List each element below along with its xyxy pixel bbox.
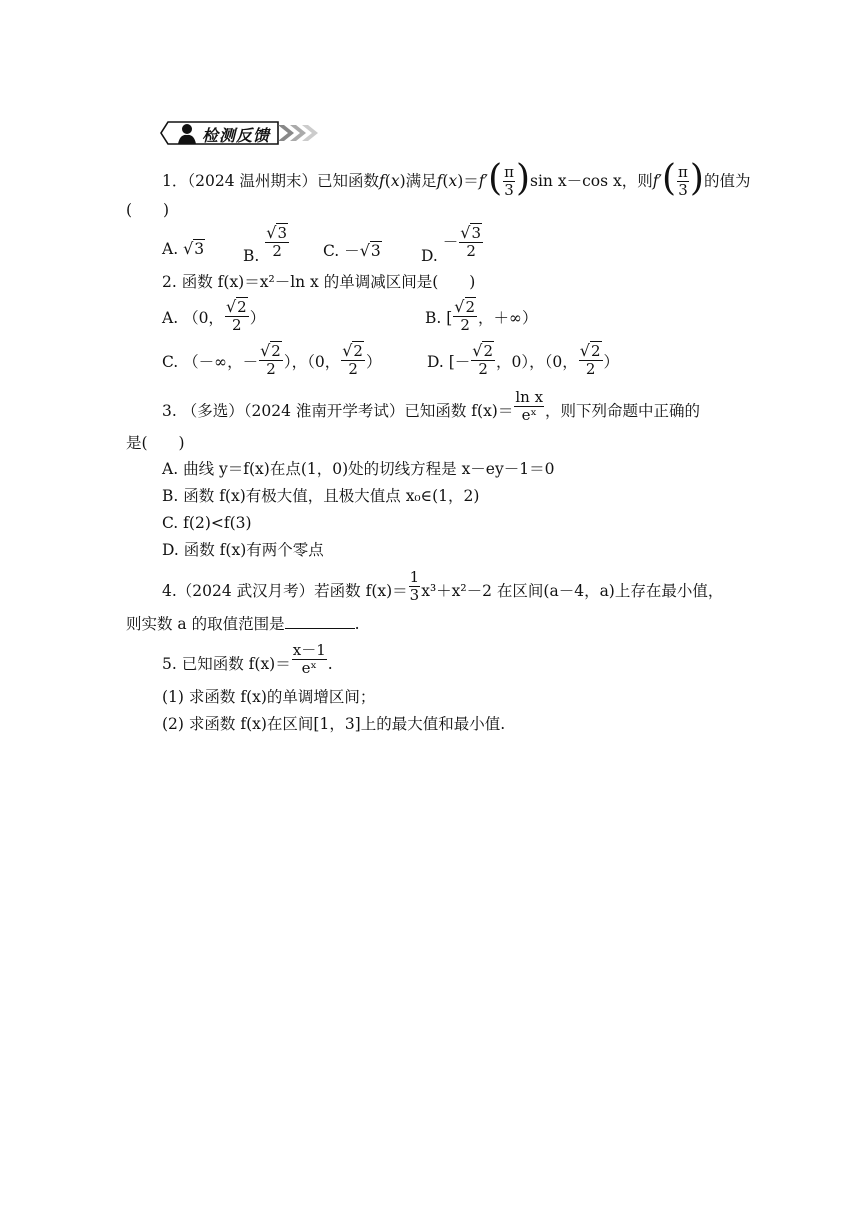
option-3c: C. f(2)<f(3) [162, 514, 252, 532]
option-2c: C. （－∞，－ $\frac{√2}{2}$ ），（0， $\frac{√2}{2}$ ） [162, 341, 382, 378]
fraction: $\frac{√2}{2}$ [342, 341, 363, 378]
fraction: $\frac{√2}{2}$ [472, 341, 494, 378]
option-1d: D. － $\frac{√3}{2}$ [421, 223, 482, 265]
fraction: $\frac{√2}{2}$ [225, 297, 247, 334]
question-1-paren: ( ) [126, 201, 170, 219]
question-4-stem-cont: 则实数 a 的取值范围是 . [126, 615, 360, 633]
question-2-stem: 2. 函数 f(x)＝x²－ln x 的单调减区间是( ) [162, 273, 476, 291]
fraction: $\frac{√3}{2}$ [460, 223, 482, 260]
fraction: $\frac{\pi}{3}$ [504, 162, 514, 199]
question-4-stem: 4.（2024 武汉月考）若函数 f(x)＝ $\frac{1}{3}$ x³＋x²－2 在区间(a－4，a)上存在最小值， [162, 568, 724, 604]
option-3a: A. 曲线 y＝f(x)在点(1，0)处的切线方程是 x－ey－1＝0 [162, 460, 555, 478]
fraction: $\frac{1}{3}$ [409, 568, 420, 604]
question-5-part-1: (1) 求函数 f(x)的单调增区间； [162, 688, 376, 706]
option-2b: B. [ $\frac{√2}{2}$ ，＋∞） [425, 297, 538, 334]
question-number: 2. [162, 273, 177, 291]
question-number: 4. [162, 581, 177, 600]
question-5-stem: 5. 已知函数 f(x)＝ $\frac{x-1}{\text{eˣ}}$ . [162, 641, 333, 677]
sqrt: √3 [359, 241, 381, 260]
question-source: （2024 温州期末） [187, 172, 317, 190]
question-number: 1． [162, 172, 188, 190]
fraction: $\frac{√2}{2}$ [454, 297, 476, 334]
fraction: $\frac{√3}{2}$ [266, 223, 288, 260]
fraction: $\frac{x-1}{\text{eˣ}}$ [292, 641, 326, 677]
section-header [160, 120, 320, 146]
question-1-stem: 1．（2024 温州期末）已知函数f(x)满足f(x)＝f′( $\frac{\pi}{3}$ )sin x－cos x，则f′( $\frac{\pi}{3}$ )的值为 [162, 158, 751, 199]
fraction: $\frac{\pi}{3}$ [678, 162, 688, 199]
option-1a: A. √3 [162, 239, 205, 258]
question-number: 5. [162, 654, 177, 673]
fraction: $\frac{√2}{2}$ [260, 341, 281, 378]
sqrt: √3 [183, 239, 205, 258]
section-title: 检测反馈 [202, 126, 271, 145]
question-source: （多选）（2024 淮南开学考试） [181, 401, 405, 420]
fraction: $\frac{\text{ln x}}{\text{eˣ}}$ [515, 388, 544, 424]
option-1b: B. $\frac{√3}{2}$ [243, 223, 288, 265]
question-number: 3. [162, 401, 177, 420]
answer-blank[interactable] [285, 614, 355, 629]
question-3-stem: 3. （多选）（2024 淮南开学考试）已知函数 f(x)＝ $\frac{\text{ln x}}{\text{eˣ}}$ ，则下列命题中正确的 [162, 388, 701, 424]
option-2d: D. [－ $\frac{√2}{2}$ ，0），（0， $\frac{√2}{2}$ ） [427, 341, 620, 378]
option-2a: A. （0， $\frac{√2}{2}$ ） [162, 297, 266, 334]
question-5-part-2: (2) 求函数 f(x)在区间[1，3]上的最大值和最小值. [162, 715, 506, 733]
option-1c: C. －√3 [323, 241, 381, 260]
question-source: （2024 武汉月考） [176, 581, 315, 600]
fraction: $\frac{√2}{2}$ [579, 341, 601, 378]
option-3d: D. 函数 f(x)有两个零点 [162, 541, 324, 559]
option-3b: B. 函数 f(x)有极大值，且极大值点 x₀∈(1，2) [162, 487, 480, 505]
question-3-stem-cont: 是( ) [126, 434, 185, 452]
